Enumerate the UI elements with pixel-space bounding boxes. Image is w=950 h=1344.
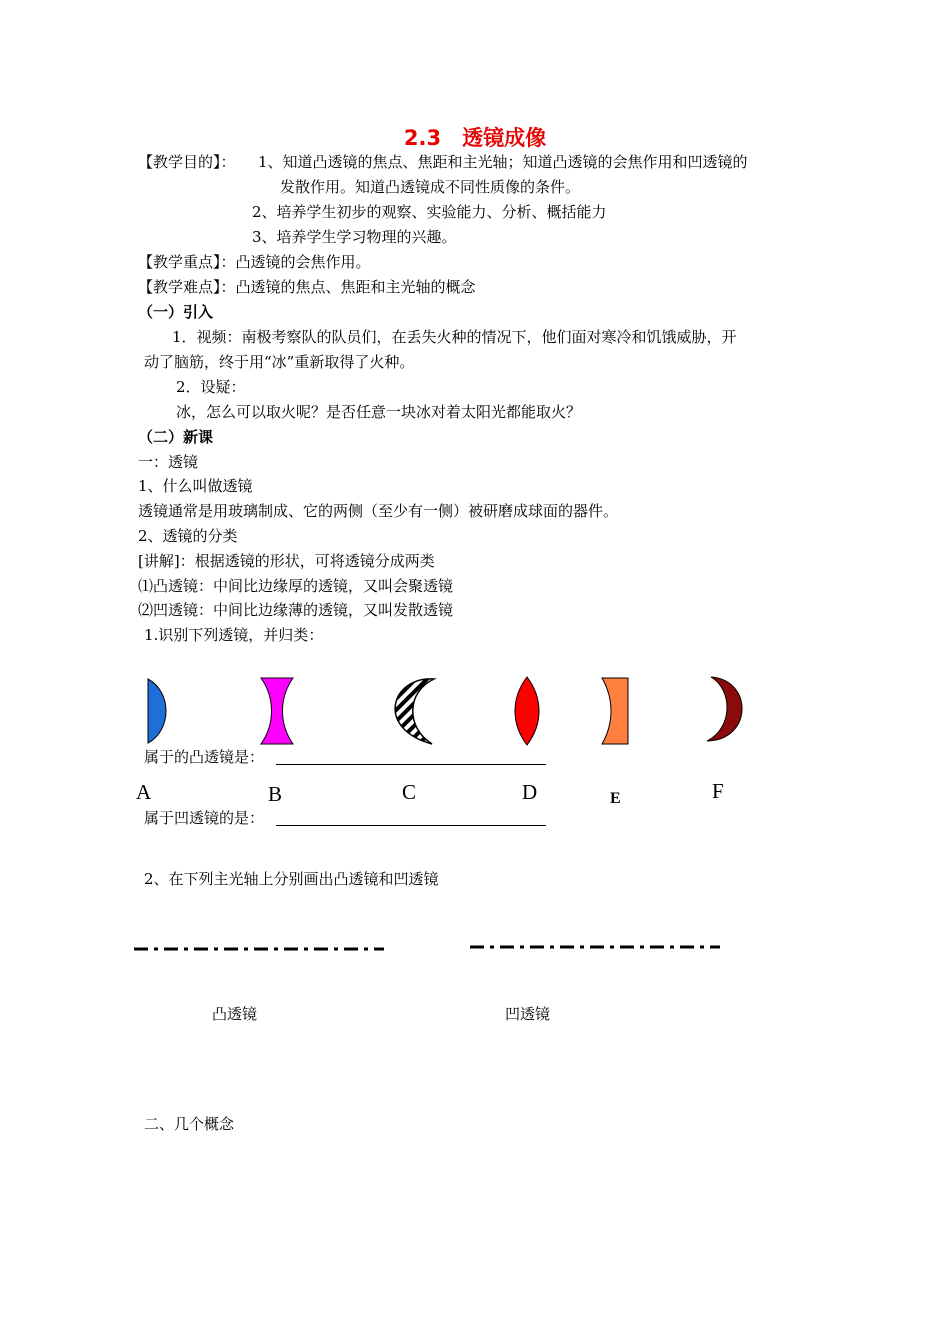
part-2-heading: 二、几个概念	[144, 1115, 235, 1133]
principal-axis-2[interactable]	[470, 942, 720, 952]
lens-f-shape	[703, 676, 747, 742]
difficulty: 【教学难点】：凸透镜的焦点、焦距和主光轴的概念	[138, 278, 476, 296]
exercise-1: 1.识别下列透镜，并归类：	[144, 626, 324, 644]
lens-b-shape	[259, 676, 295, 746]
lens-label-e: E	[610, 790, 621, 807]
intro-2: 2．设疑：	[176, 378, 246, 396]
lens-label-d: D	[522, 780, 538, 804]
axis-2-label: 凹透镜	[505, 1005, 551, 1023]
question-1: 1、什么叫做透镜	[138, 477, 253, 495]
intro-1-line-1: 1．视频：南极考察队的队员们，在丢失火种的情况下，他们面对寒冷和饥饿威胁，开	[172, 328, 737, 346]
lens-a-shape	[146, 678, 170, 744]
objective-1-line-2: 发散作用。知道凸透镜成不同性质像的条件。	[280, 178, 581, 196]
section-1-heading: （一）引入	[138, 303, 214, 321]
exercise-2: 2、在下列主光轴上分别画出凸透镜和凹透镜	[144, 870, 439, 888]
page-title: 2.3 透镜成像	[403, 126, 547, 150]
convex-definition: ⑴凸透镜：中间比边缘厚的透镜，又叫会聚透镜	[138, 577, 454, 595]
lens-c-shape	[382, 676, 438, 746]
objectives-label: 【教学目的】：	[138, 153, 236, 171]
lens-d-shape	[512, 676, 542, 746]
convex-answer-line[interactable]	[276, 764, 546, 765]
lens-label-a: A	[136, 780, 152, 804]
concave-answer-line[interactable]	[276, 825, 546, 826]
section-2-heading: （二）新课	[138, 428, 214, 446]
objective-2: 2、培养学生初步的观察、实验能力、分析、概括能力	[252, 203, 607, 221]
objective-3: 3、培养学生学习物理的兴趣。	[252, 228, 457, 246]
axis-1-label: 凸透镜	[212, 1005, 258, 1023]
lens-label-f: F	[712, 779, 724, 803]
question-2: 2、透镜的分类	[138, 527, 238, 545]
question-1-answer: 透镜通常是用玻璃制成、它的两侧（至少有一侧）被研磨成球面的器件。	[138, 502, 619, 520]
intro-2-question: 冰，怎么可以取火呢？是否任意一块冰对着太阳光都能取火？	[176, 403, 582, 421]
intro-1-line-2: 动了脑筋，终于用“冰”重新取得了火种。	[144, 353, 415, 371]
key-point: 【教学重点】：凸透镜的会焦作用。	[138, 253, 371, 271]
lens-label-b: B	[268, 782, 283, 806]
lens-e-shape	[600, 677, 630, 745]
concave-answer-label: 属于凹透镜的是：	[144, 809, 265, 827]
objective-1-line-1: 1、知道凸透镜的焦点、焦距和主光轴；知道凸透镜的会焦作用和凹透镜的	[258, 153, 748, 171]
lens-label-c: C	[402, 780, 417, 804]
principal-axis-1[interactable]	[134, 944, 384, 954]
concave-definition: ⑵凹透镜：中间比边缘薄的透镜，又叫发散透镜	[138, 601, 454, 619]
convex-answer-label: 属于的凸透镜是：	[144, 748, 265, 766]
explanation: [讲解]：根据透镜的形状，可将透镜分成两类	[138, 552, 435, 570]
part-1-heading: 一：透镜	[138, 453, 199, 471]
